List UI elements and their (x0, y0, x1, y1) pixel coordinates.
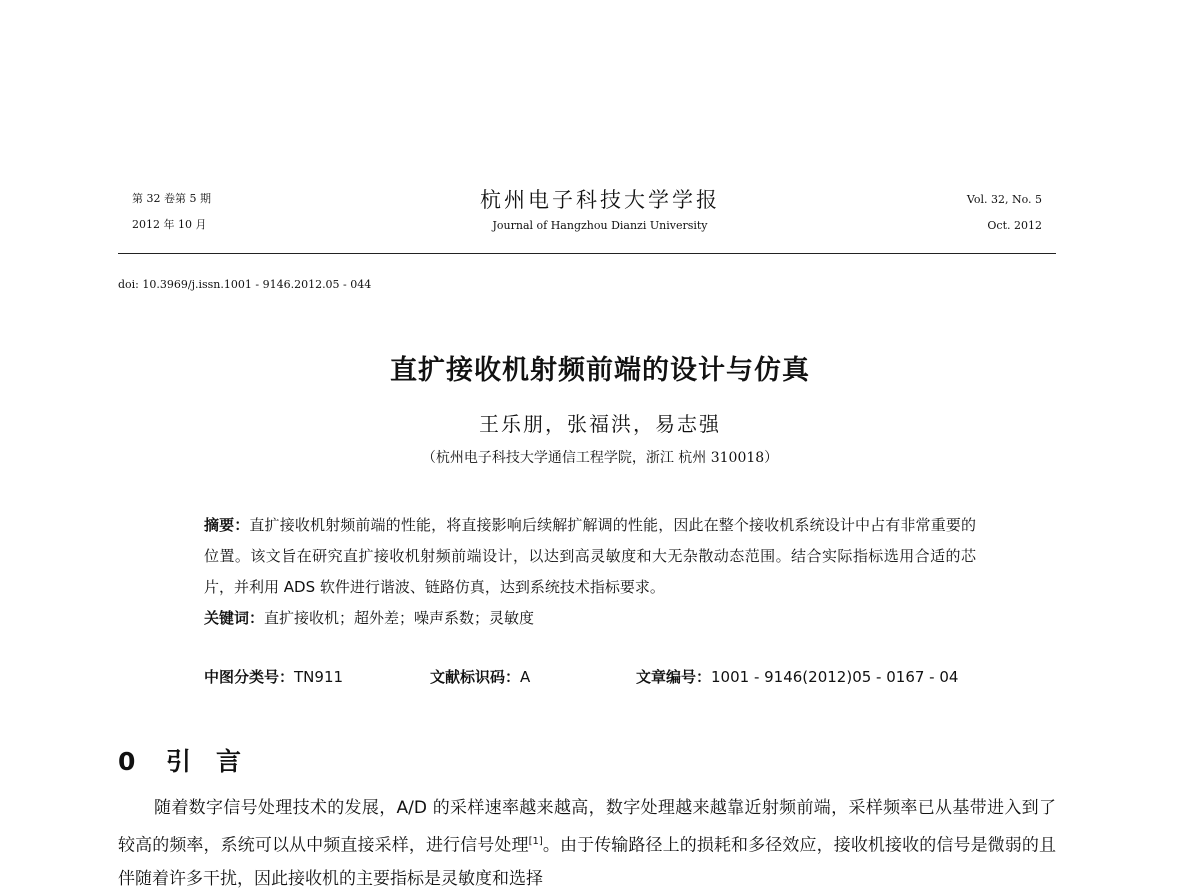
body-text-part2: 。由于传输路径上的损耗和多径效应，接收机接收的信号是微弱的且伴随着许多干扰，因此接收机的主要指标是灵敏度和选择 (118, 835, 1057, 889)
classification (204, 666, 343, 687)
journal-title-cn: 杭州电子科技大学学报 (480, 188, 720, 212)
doc-code-value: A (520, 668, 531, 686)
date-cn: 2012 年 10 月 (132, 218, 207, 231)
section-title: 引 言 (166, 747, 242, 776)
citation: [1] (528, 836, 543, 847)
paper-title: 直扩接收机射频前端的设计与仿真 (390, 355, 810, 386)
classification-label: 中图分类号： (204, 668, 295, 686)
body-text-part1: 随着数字信号处理技术的发展，A/D 的采样速率越来越高，数字处理越来越靠近射频前端，采样频率已从基带进入到了较高的频率，系统可以从中频直接采样，进行信号处理 (118, 798, 1056, 856)
abstract-text: 直扩接收机射频前端的性能，将直接影响后续解扩解调的性能，因此在整个接收机系统设计中占有非常重要的位置。该文旨在研究直扩接收机射频前端设计，以达到高灵敏度和大无杂散动态范围。结合实际指标选用合适的芯片，并利用 ADS 软件进行谐波、链路仿真，达到系统技术指标要求。 (204, 516, 976, 596)
volume-issue-cn: 第 32 卷第 5 期 (132, 192, 211, 205)
authors: 王乐朋，张福洪，易志强 (479, 412, 721, 436)
volume-issue-en: Vol. 32, No. 5 (966, 193, 1042, 206)
date-en: Oct. 2012 (987, 219, 1042, 232)
abstract-label: 摘要： (204, 516, 250, 534)
affiliation: （杭州电子科技大学通信工程学院，浙江 杭州 310018） (421, 450, 779, 466)
article-number (636, 666, 958, 687)
keywords-label: 关键词： (204, 609, 265, 627)
journal-title-en: Journal of Hangzhou Dianzi University (492, 219, 708, 232)
doc-code-label: 文献标识码： (430, 668, 521, 686)
section-number: 0 (118, 747, 136, 776)
document-code (430, 666, 530, 687)
doi: doi: 10.3969/j.issn.1001 - 9146.2012.05 - 044 (118, 278, 372, 291)
header-rule (118, 253, 1056, 254)
keywords-text: 直扩接收机；超外差；噪声系数；灵敏度 (264, 609, 535, 627)
body-paragraph (118, 792, 1056, 896)
classification-value: TN911 (294, 668, 344, 686)
abstract (204, 510, 976, 634)
article-number-label: 文章编号： (636, 668, 712, 686)
article-number-value: 1001 - 9146(2012)05 - 0167 - 04 (711, 668, 959, 686)
section-heading (118, 742, 241, 778)
